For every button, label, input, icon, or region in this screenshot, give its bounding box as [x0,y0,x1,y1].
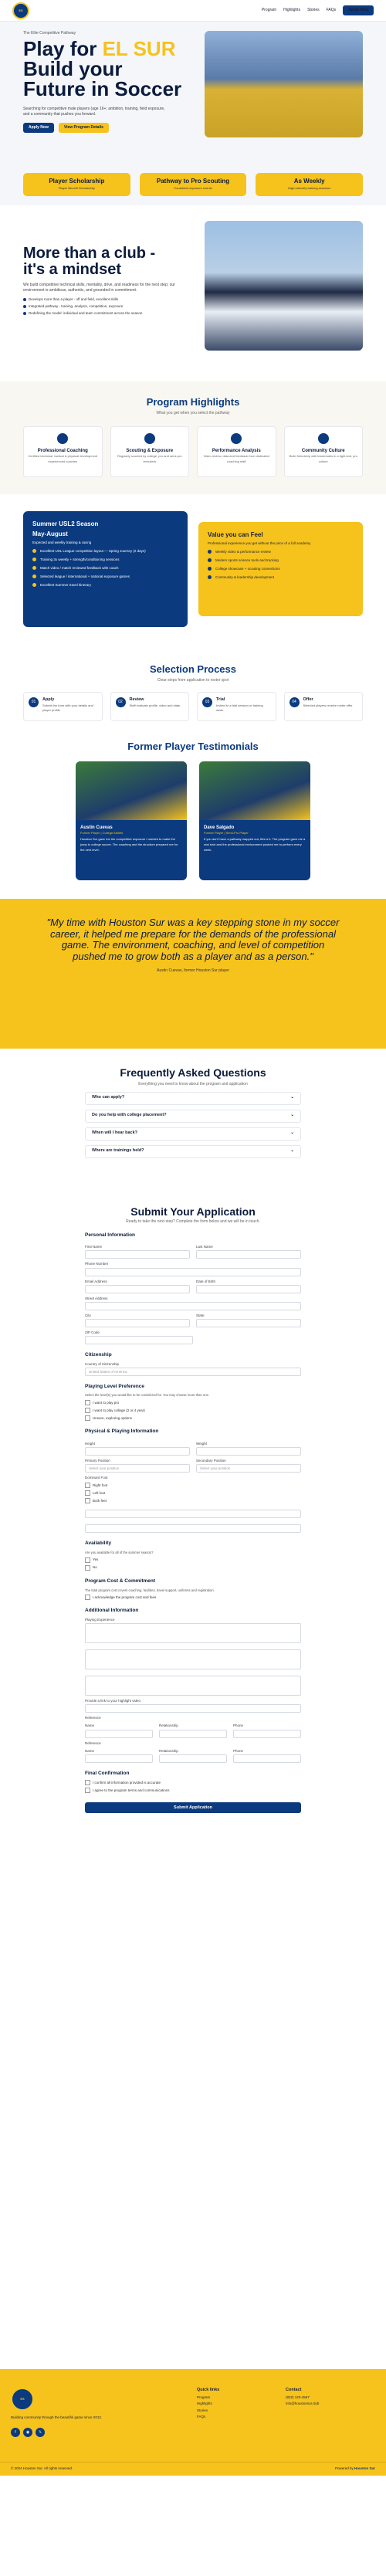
hero-apply-button[interactable]: Apply Now [23,123,54,133]
step-card: 02 Review Staff evaluate profile, video and stats [110,692,190,721]
foot-radio[interactable]: Both feet [85,1498,301,1503]
level-checkbox[interactable]: I want to play college (2 or 4 year) [85,1408,301,1413]
nav-link-program[interactable]: Program [261,8,277,13]
quote-text: "My time with Houston Sur was a key stepping stone in my soccer career, it helped me prepare for the demands of the professional game. The environment, coaching, and level of competition pushed me to grow both as a player and as a person." [46,917,340,962]
footer-logo: ES [11,2388,34,2411]
hero-title: Play for EL SUR Build your Future in Soccer [23,36,182,100]
view-program-button[interactable]: View Program Details [59,123,109,133]
form-title: Submit Your Application [130,1205,256,1218]
experience-textarea[interactable] [85,1623,301,1643]
footer-email[interactable]: info@houstonsur.club [286,2401,320,2406]
nav-link-highlights[interactable]: Highlights [283,8,301,13]
value-box: Value you can Feel Professional experience you get without the price of a full academy Weekly video & performance review Modern sports science tools and tracking College showcase + scouting connections Community & leadership development [198,522,363,616]
selection-subtitle: Clear steps from application to roster spot [157,677,229,683]
team-photo [205,31,363,137]
club-logo[interactable]: ES [12,2,29,19]
community-icon [318,433,329,444]
faq-section [0,1049,386,1195]
testimonial-card: Austin Cuevas Former Player | College Athlete Houston Sur gave me the competitive exposure I needed to make the jump to college soccer. The coaching and the structure prepared me for the next level. [76,761,187,880]
faq-title: Frequently Asked Questions [120,1066,266,1079]
step-card: 01 Apply Submit the form with your details and player profile [23,692,103,721]
last-name-input[interactable] [196,1250,301,1259]
submit-application-button[interactable]: Submit Application [85,1802,301,1813]
footer [0,2369,386,2462]
club-title: More than a club - it's a mindset [23,245,156,278]
reference-relationship-input[interactable] [159,1754,227,1763]
scholarship-card: Player Scholarship Player Benefit Scholarship [23,173,130,196]
testimonials-section [0,740,386,899]
highlight-card: Community Culture Build friendship with teammates in a tight-knit, pro culture [284,426,364,477]
application-form: Submit Your Application Ready to take the next step? Complete the form below and we will be in touch. Personal Information First Name Last Name Phone Number Email Address Date of Birth Street Address City State ZIP Code Citizenship Country of Citizenship United States of America Playing Level Preference Select the level(s) you would like to be considered for. You may choose more than one. I want to play pro I want to play college (2 or 4 year) Unsure, exploring options Physical & Playing Information Height Weight Primary Position Select your position Secondary Position Select your position Dominant Foot Right foot Left foot Both feet Availability Are you available for all of the summer season? Yes No Program Cost & Commitment The total program cost covers coaching, facilities, travel support, uniforms and registration. I acknowledge the program cost and fees Additional Information Playing Experience Provide a link to your highlight video Reference Name Relationship Phone Reference Name Relationship Phone Final Confirmation I confirm all information provided is accurate I agree to the program terms and communications Submit Application [0,1195,386,2369]
faq-item[interactable]: Do you help with college placement? ⌄ [85,1110,301,1123]
availability-radio[interactable]: Yes [85,1557,301,1563]
testimonials-title: Former Player Testimonials [127,741,259,752]
faq-subtitle: Everything you need to know about the program and application [138,1081,248,1086]
copyright: © 2024 Houston Sur. All rights reserved. [11,2466,73,2471]
weight-input[interactable] [196,1447,301,1456]
availability-radio[interactable]: No [85,1565,301,1571]
form-section-title: Personal Information [85,1232,136,1238]
player-photo [76,761,187,820]
confirm-checkbox[interactable]: I confirm all information provided is accurate [85,1780,301,1785]
faq-item[interactable]: When will I hear back? ⌄ [85,1127,301,1141]
quote-author: Austin Cuevas, former Houston Sur player [157,968,229,974]
chevron-down-icon: ⌄ [290,1148,294,1154]
footer-phone[interactable]: (832) 123-4567 [286,2395,310,2400]
confirm-checkbox[interactable]: I agree to the program terms and communications [85,1788,301,1793]
reference-phone-input[interactable] [233,1730,301,1738]
hero-description: Searching for competitive male players (age 16+; ambition, training, field exposure, and a community that pushes you forward. [23,106,165,117]
club-description: We build competitive technical skills, mentality, drive, and readiness for the next step; our environment is ambitious, authentic, and grounded in commitment. [23,283,175,293]
notes-textarea[interactable] [85,1676,301,1696]
reference-relationship-input[interactable] [159,1730,227,1738]
reference-phone-input[interactable] [233,1754,301,1763]
highlight-video-input[interactable] [85,1704,301,1713]
form-section-title: Program Cost & Commitment [85,1578,156,1584]
pathway-card: Pathway to Pro Scouting Consistent exposure events [140,173,247,196]
commitment-checkbox[interactable]: I acknowledge the program cost and fees [85,1595,301,1600]
country-select[interactable]: United States of America [85,1368,301,1376]
facebook-icon[interactable]: f [11,2428,20,2437]
twitter-icon[interactable]: 𝕏 [36,2428,45,2437]
footer-quick-links: Quick links Program Highlights Stories FAQs [197,2388,220,2418]
scouting-icon [144,433,155,444]
club-history-input[interactable] [85,1510,301,1518]
step-card: 03 Trial Invited to a trial session or training week [197,692,276,721]
hero-section [0,22,386,205]
club-bullet: Redefining the model: individual and team commitment across the season [23,311,178,316]
chevron-down-icon: ⌄ [290,1113,294,1118]
form-section-title: Citizenship [85,1351,112,1357]
address-input[interactable] [85,1302,301,1310]
team-stadium-photo [205,221,363,351]
footer-link[interactable]: FAQs [197,2414,206,2418]
testimonial-card: Dave Salgado Former Player | Semi-Pro Player If you don't have a pathway mapped out, this is it. The program gave me a real shot and the professional environment pushed me to perform every week. [199,761,310,880]
highlights-section [0,381,386,494]
foot-radio[interactable]: Right foot [85,1483,301,1488]
coaching-icon [57,433,68,444]
form-section-title: Final Confirmation [85,1770,130,1776]
analysis-icon [231,433,242,444]
phone-input[interactable] [85,1268,301,1276]
footer-link[interactable]: Stories [197,2408,208,2412]
secondary-position-select[interactable]: Select your position [196,1464,301,1473]
club-section [0,205,386,381]
faq-item[interactable]: Who can apply? ⌄ [85,1092,301,1105]
instagram-icon[interactable]: ◉ [23,2428,32,2437]
nav-link-faqs[interactable]: FAQs [326,8,337,13]
zip-input[interactable] [85,1336,193,1344]
stats-input[interactable] [85,1524,301,1533]
powered-by: Powered by Houston Sur [334,2466,375,2471]
quote-section [0,899,386,1049]
nav-link-stories[interactable]: Stories [307,8,320,13]
goals-textarea[interactable] [85,1649,301,1669]
level-checkbox[interactable]: Unsure, exploring options [85,1415,301,1421]
faq-item[interactable]: Where are trainings held? ⌄ [85,1145,301,1158]
highlights-title: Program Highlights [146,396,240,408]
form-section-title: Availability [85,1541,112,1547]
highlight-card: Professional Coaching Certified technical, tactical & physical development experienced coaches [23,426,103,477]
player-photo [199,761,310,820]
level-checkbox[interactable]: I want to play pro [85,1400,301,1405]
reference-name-input[interactable] [85,1730,153,1738]
highlights-subtitle: What you get when you select the pathway [156,410,230,415]
highlight-card: Performance Analysis Video review, data and feedback from dedicated coaching staff [197,426,276,477]
club-bullet: Develops more than a player - off and field, excellent skills [23,297,178,302]
footer-link[interactable]: Highlights [197,2401,212,2406]
chevron-down-icon: ⌄ [290,1095,294,1100]
first-name-input[interactable] [85,1250,190,1259]
foot-radio[interactable]: Left foot [85,1490,301,1496]
selection-title: Selection Process [150,663,236,675]
form-section-title: Physical & Playing Information [85,1429,159,1435]
season-value-section [0,494,386,649]
highlight-card: Scouting & Exposure Regularly scouted by college, pro and semi-pro recruiters [110,426,190,477]
form-subtitle: Ready to take the next step? Complete the form below and we will be in touch. [126,1219,260,1224]
footer-contact: Contact (832) 123-4567 info@houstonsur.club [286,2388,320,2406]
state-input[interactable] [196,1319,301,1327]
nav-apply-button[interactable]: Apply Now [343,5,374,15]
position-select[interactable]: Select your position [85,1464,190,1473]
city-input[interactable] [85,1319,190,1327]
club-bullet: Integrated pathway - training, analysis, competition, exposure [23,304,178,309]
footer-bottom [0,2462,386,2476]
selection-section [0,649,386,740]
email-field[interactable] [85,1285,190,1293]
dob-input[interactable] [196,1285,301,1293]
top-nav [0,0,386,22]
height-input[interactable] [85,1447,190,1456]
step-card: 04 Offer Selected players receive roster offer [284,692,364,721]
footer-tagline: Building community through the beautiful game since 2012. [11,2415,103,2419]
hero-tagline: The Elite Competitive Pathway [23,31,76,36]
season-box: Summer USL2 Season May-August Expected and weekly training & racing Excellent USL League competition layout — Spring Journey (2 days) Training 3x weekly + strength/conditioning sessions Match video / match reviewed feedback with coach Selected league / international + national exposure games Excellent Summer travel itinerary [23,511,188,627]
reference-name-input[interactable] [85,1754,153,1763]
weekly-card: As Weekly High-intensity training sessions [256,173,363,196]
form-section-title: Playing Level Preference [85,1383,144,1389]
footer-link[interactable]: Program [197,2395,211,2400]
chevron-down-icon: ⌄ [290,1130,294,1136]
form-section-title: Additional Information [85,1608,139,1614]
